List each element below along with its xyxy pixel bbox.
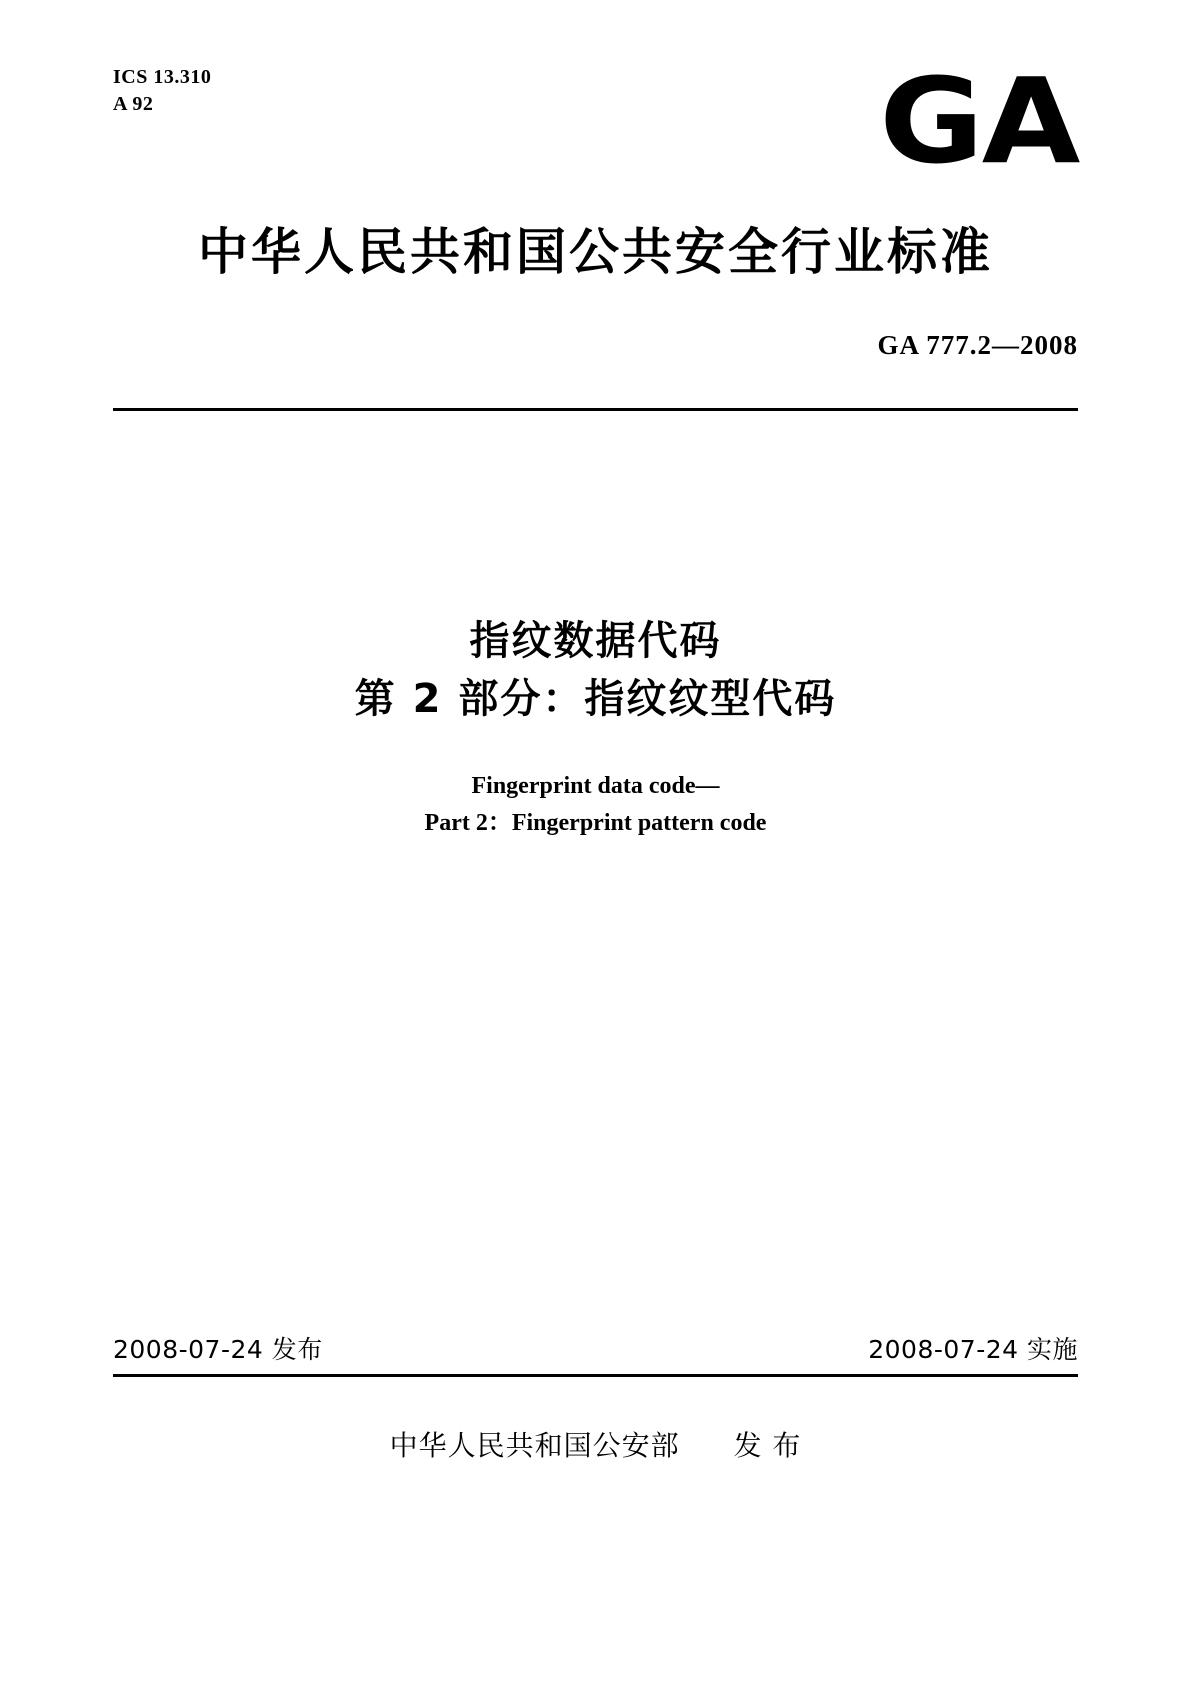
ga-logo: GA bbox=[879, 52, 1078, 190]
issuer-action: 发 布 bbox=[733, 1429, 802, 1462]
ics-code: ICS 13.310 bbox=[113, 66, 212, 88]
issuer-line bbox=[0, 1424, 1191, 1464]
title-chinese-line-1: 指纹数据代码 bbox=[469, 618, 722, 664]
header-divider bbox=[113, 408, 1078, 411]
organization-title: 中华人民共和国公共安全行业标准 bbox=[198, 223, 993, 281]
standard-number: GA 777.2—2008 bbox=[877, 330, 1078, 360]
ics-block bbox=[113, 64, 211, 118]
title-block bbox=[0, 612, 1191, 842]
title-english-line-2: Part 2：Fingerprint pattern code bbox=[424, 810, 767, 837]
footer-divider bbox=[113, 1374, 1078, 1377]
title-english-line-1: Fingerprint data code— bbox=[471, 773, 720, 799]
issue-date: 2008-07-24 发布 bbox=[113, 1335, 323, 1364]
classification-code: A 92 bbox=[113, 93, 154, 115]
effective-date: 2008-07-24 实施 bbox=[868, 1335, 1078, 1364]
title-chinese-line-2: 第 2 部分：指纹纹型代码 bbox=[354, 676, 837, 722]
issuer-name: 中华人民共和国公安部 bbox=[389, 1429, 680, 1462]
